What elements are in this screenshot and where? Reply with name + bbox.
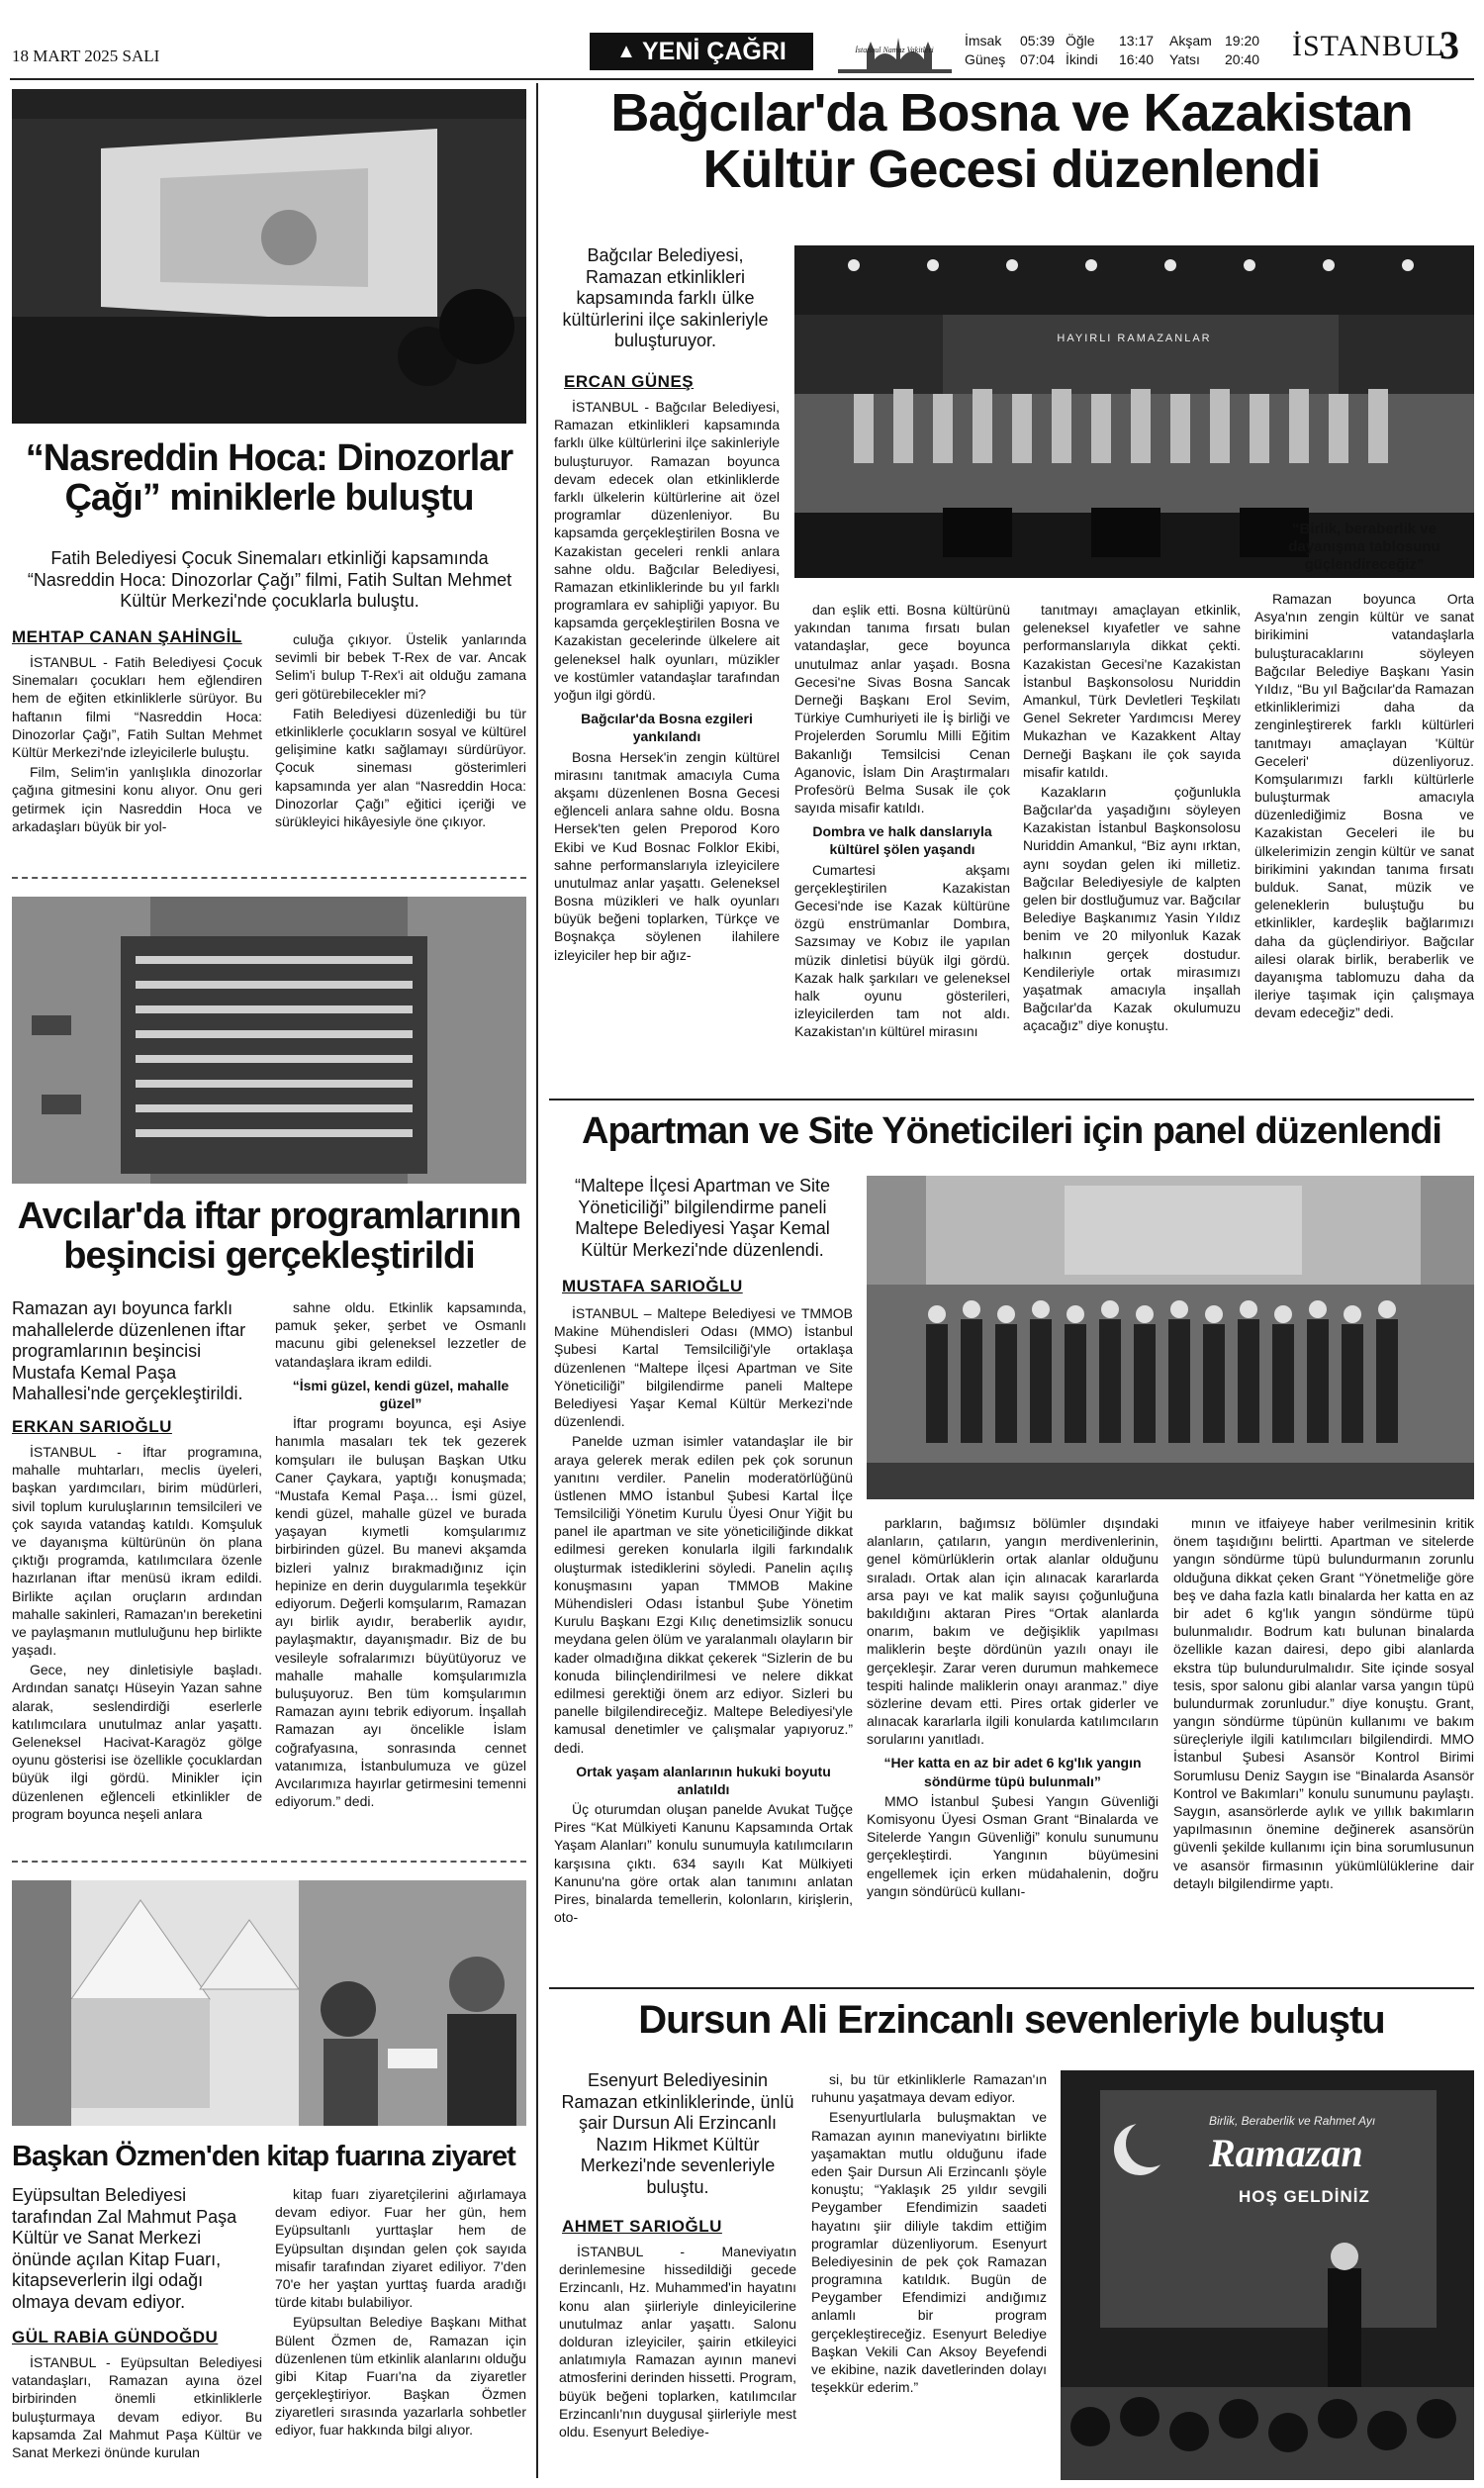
dursun-deck: Esenyurt Belediyesinin Ramazan etkinliklerinde, ünlü şair Dursun Ali Erzincanlı Nazım Hikmet Kültür Merkezi'nde sevenleriyle buluştu.	[561, 2070, 794, 2197]
section-divider	[12, 877, 526, 879]
dursun-col-1	[559, 2243, 796, 2480]
paragraph: Film, Selim'in yanlışlıkla dinozorlar çağına gitmesini konu alıyor. Onu geri getirmek için Nasreddin Hoca ve arkadaşları büyük bir yol-	[12, 764, 262, 834]
header-rule	[10, 78, 1474, 80]
paragraph: Fatih Belediyesi düzenlediği bu tür etkinliklerle çocukların sosyal ve kültürel gelişimine katkı sağlamayı sürdürüyor. Çocuk sineması gösterimleri kapsamında yer alan “Nasreddin Hoca: Dinozorlar Çağı” eğitici içeriği ve sürükleyici hikâyesiyle öne çıkıyor.	[275, 705, 526, 829]
ramadan-event-photo	[1061, 2070, 1474, 2480]
avcilar-deck: Ramazan ayı boyunca farklı mahallelerde düzenlenen iftar programlarının beşincisi Mustafa Kemal Paşa Mahallesi'nde gerçekleştirildi.	[12, 1298, 246, 1404]
paragraph: Gece, ney dinletisiyle başladı. Ardından sanatçı Hüseyin Yazan sahne alarak, seslendirdiği eserlerle katılımcılara unutulmaz anlar yaşattı. Geleneksel Hacivat-Karagöz gölge oyunu gösterisi ise özellikle çocuklardan büyük ilgi gördü. Minikler için düzenlenen eğlenceli etkinlikler de program boyunca neşeli anlara	[12, 1662, 262, 1822]
page-number: 3	[1439, 23, 1459, 67]
banner-subtitle: Birlik, Beraberlik ve Rahmet Ayı	[1209, 2114, 1376, 2128]
ozmen-title: Başkan Özmen'den kitap fuarına ziyaret	[12, 2141, 515, 2172]
avcilar-byline: ERKAN SARIOĞLU	[12, 1417, 172, 1436]
paragraph: mının ve itfaiyeye haber verilmesinin kritik önem taşıdığını belirtti. Apartman ve sitelerde yangın söndürme tüpü bulundurmanın zorunlu olduğuna dikkat çeken Grant “Yönetmeliğe göre beş ve daha fazla katlı binalarda her katta en az bir adet 6 kg'lık yangın söndürme tüpü bulunmalıdır. Bodrum katı bulunan binalarda özellikle kazan dairesi, depo gibi alanlarda ekstra tüp bulundurulmalıdır. Site içinde sosyal tesis, spor salonu gibi alanlar varsa yangın tüpü bulundurmak zorunludur.” diye konuştu. Grant, yangın söndürme tüpünün kullanımı ve bakım süreçleriyle ilgili katılımcıları bilgilendirdi. MMO İstanbul Şubesi Asansör Kontrol Birimi Sorumlusu Deniz Saygın ise “Binalarda Asansör Kontrol ve Bakımları” konulu sunumunu paylaştı. Saygın, asansörlerde aylık ve yıllık bakımların yapılmasının önemine değinerek asansörün güvenli şekilde kullanımı için bina sorumlusunun ve asansör firmasının yükümlülüklerine dair detaylı bilgilendirme yaptı.	[1173, 1515, 1474, 1891]
dursun-byline: AHMET SARIOĞLU	[562, 2217, 722, 2236]
prayer-time: 13:17	[1119, 33, 1155, 48]
bagcilar-deck: Bağcılar Belediyesi, Ramazan etkinlikleri kapsamında farklı ülke kültürlerini ilçe sakinleriyle buluşturuyor.	[562, 245, 769, 351]
masthead-date: 18 MART 2025 SALI	[12, 47, 160, 65]
logo-text: YENİ ÇAĞRI	[641, 37, 787, 65]
paragraph: MMO İstanbul Şubesi Yangın Güvenliği Komisyonu Üyesi Osman Grant “Binalarda ve Sitelerde Yangın Güvenliği” konulu sunumunu gerçekleştirdi. Yangının büyümesini engellemek için erken müdahalenin, doğru yangın söndürücü kullanı-	[867, 1792, 1159, 1899]
nasreddin-title: “Nasreddin Hoca: Dinozorlar Çağı” miniklerle buluştu	[25, 437, 513, 519]
bagcilar-subhead-1: Bağcılar'da Bosna ezgileri yankılandı	[581, 711, 753, 745]
nasreddin-deck: Fatih Belediyesi Çocuk Sinemaları etkinliği kapsamında “Nasreddin Hoca: Dinozorlar Çağı” filmi, Fatih Sultan Mehmet Kültür Merkezi'nde çocuklarla buluştu.	[27, 548, 512, 612]
prayer-name: İmsak	[965, 33, 1002, 48]
paragraph: tanıtmayı amaçlayan etkinlik, geleneksel kıyafetler ve sahne performanslarıyla dikkat çekti. Kazakistan Gecesi'ne Kazakistan İstanbul Başkonsolosu Nuriddin Amankul, Türk Devletleri Teşkilatı Genel Sekreter Yardımcısı Merey Mukazhan ve Kazakkent Altay Derneği Başkanı ile çok sayıda misafir katıldı.	[1023, 602, 1241, 780]
avcilar-col-2	[275, 1298, 526, 1848]
nasreddin-col-2	[275, 630, 526, 868]
mosque-skyline-icon	[833, 30, 957, 75]
prayer-name: Yatsı	[1169, 51, 1200, 67]
nasreddin-byline: MEHTAP CANAN ŞAHİNGİL	[12, 627, 242, 646]
bagcilar-title: Bağcılar'da Bosna ve Kazakistan Kültür Gecesi düzenlendi	[610, 83, 1413, 199]
iftar-aerial-photo	[12, 897, 526, 1184]
paragraph: Üç oturumdan oluşan panelde Avukat Tuğçe Pires “Kat Mülkiyeti Kanunu Kapsamında Ortak Yaşam Alanları” konulu sunumuyla katılımcıların karşısına çıktı. 634 sayılı Kat Mülkiyeti Kanunu'na göre ortak alan tanımını anlatan Pires, binalarda temellerin, kolonların, kirişlerin, oto-	[554, 1801, 853, 1926]
dursun-title: Dursun Ali Erzincanlı sevenleriyle buluştu	[638, 1998, 1385, 2042]
prayer-caption: İstanbul Namaz Vakitleri	[855, 46, 934, 54]
prayer-name: Güneş	[965, 51, 1006, 67]
apartman-subhead-1: Ortak yaşam alanlarının hukuki boyutu anlatıldı	[576, 1763, 831, 1797]
paragraph: Esenyurtlularla buluşmaktan ve Ramazan ayının maneviyatını birlikte yaşamaktan mutlu olduğunu ifade eden Şair Dursun Ali Erzincanlı şöyle konuştu; “Yaklaşık 25 yıldır sevgili Peygamber Efendimizin saadeti hayatını şiir diliyle takdim ettiğim programlar düzenliyorum. Esenyurt Belediyesinin de pek çok Ramazan programına katıldık. Bugün de Peygamber Efendimizi andığımız anlamlı bir program gerçekleştireceğiz. Esenyurt Belediye Başkan Vekili Can Aksoy Beyefendi ve ekibine, nazik davetlerinden dolayı teşekkür ederim.”	[811, 2109, 1047, 2396]
ozmen-col-1	[12, 2353, 262, 2482]
paragraph: İSTANBUL - İftar programına, mahalle muhtarları, meclis üyeleri, başkan yardımcıları, birim müdürleri, sivil toplum kuruluşlarının temsilcileri ve çok sayıda vatandaş katıldı. Komşuluk ve dayanışma kültürünün ön plana çıktığı programda, katılımcılara özenle hazırlanan iftar menüsü ikram edildi. Birlikte açılan oruçların ardından mahalle sakinleri, Ramazan'ın bereketini ve paylaşmanın mutluluğunu hep birlikte yaşadı.	[12, 1444, 262, 1659]
section-divider	[12, 1861, 526, 1863]
bagcilar-col-3	[1023, 601, 1241, 1081]
bagcilar-pull-quote: “Birlik, beraberlik ve dayanışma tablosunu güçlendireceğiz”	[1288, 521, 1440, 573]
prayer-time: 07:04	[1020, 51, 1056, 67]
stage-banner-text: HAYIRLI RAMAZANLAR	[1057, 333, 1212, 344]
paragraph: Eyüpsultan Belediye Başkanı Mithat Bülent Özmen de, Ramazan için düzenlenen tüm etkinlik alanlarını olduğu gibi Kitap Fuarı'na da ziyaretler gerçekleştiriyor. Başkan Özmen ziyaretleri sırasında yazarlarla sohbetler ediyor, fuar hakkında bilgi alıyor.	[275, 2314, 526, 2439]
paragraph: sahne oldu. Etkinlik kapsamında, pamuk şeker, şerbet ve Osmanlı macunu gibi geleneksel lezzetler de vatandaşlara ikram edildi.	[275, 1299, 526, 1370]
section-name: İSTANBUL	[1292, 30, 1444, 62]
apartman-title: Apartman ve Site Yöneticileri için panel düzenlendi	[582, 1110, 1441, 1152]
dursun-col-2	[811, 2070, 1047, 2480]
avcilar-subhead: “İsmi güzel, kendi güzel, mahalle güzel”	[292, 1377, 510, 1411]
paragraph: İSTANBUL – Maltepe Belediyesi ve TMMOB Makine Mühendisleri Odası (MMO) İstanbul Şubesi Kartal Temsilciliği'yle ortaklaşa düzenlenen “Maltepe İlçesi Apartman ve Site Yöneticiliği” bilgilendirme paneli Maltepe Belediyesi Yaşar Kemal Kültür Merkezi'nde düzenlendi.	[554, 1305, 853, 1430]
paragraph: culuğa çıkıyor. Üstelik yanlarında sevimli bir bebek T-Rex de var. Ancak Selim'i bulup T-Rex'i ait olduğu zamana geri götürebilecekler mi?	[275, 631, 526, 702]
apartman-col-3	[1173, 1514, 1474, 1977]
paragraph: İftar programı boyunca, eşi Asiye hanımla masaları tek tek gezerek komşuları ile buluşan Başkan Utku Caner Çaykara, yaptığı konuşmada; “Mustafa Kemal Paşa… İsmi güzel, kendi güzel, mahalle güzel ve burada yaşayan kıymetli komşularımız birbirinden güzel. Bu manevi akşamda bizleri yalnız bırakmadığınız için hepinize en derin duygularımla teşekkür ediyorum. Değerli komşularım, Ramazan ayı birlik ayıdır, beraberlik ayıdır, paylaşmaktır, dayanışmadır. Biz de bu vesileyle sofralarımızı büyütüyoruz ve mahalle mahalle komşularımızla buluşuyoruz. Ben tüm komşularımın Ramazan ayını tebrik ediyorum. İnşallah Ramazan ayı öncelikle İslam coğrafyasına, sonrasında cennet vatanımıza, İstanbulumuza ve güzel Avcılarımıza hayırlar getirmesini temenni ediyorum.” dedi.	[275, 1415, 526, 1810]
cinema-photo	[12, 89, 526, 424]
paragraph: kitap fuarı ziyaretçilerini ağırlamaya devam ediyor. Fuar her gün, hem Eyüpsultanlı yurttaşlar hem de Eyüpsultan dışından gelen çok sayıda misafir tarafından ziyaret ediliyor. 7'den 70'e her yaştan yurttaş fuarda aradığı türde kitabı bulabiliyor.	[275, 2186, 526, 2311]
column-divider	[536, 83, 538, 2478]
panel-group-photo	[867, 1176, 1474, 1499]
paragraph: Ramazan boyunca Orta Asya'nın zengin kültür ve sanat birikimini vatandaşlarla buluşturacaklarını söyleyen Bağcılar Belediye Başkanı Yasin Yıldız, “Bu yıl Bağcılar'da Ramazan etkinliklerimizi daha da zenginleştirerek farklı kültürleri tanıtmayı amaçlayan 'Kültür Geceleri' düzenliyoruz. Komşularımızı farklı kültürlerle buluşturmak amacıyla düzenlediğimiz Bosna ve Kazakistan Geceleri ile bu ülkelerimizin zengin kültür ve sanat birikimini yakından tanıma fırsatı bulduk. Sanat, müzik ve geleneklerin buluştuğu bu etkinlikler, kardeşlik bağlarımızı daha da güçlendiriyor. Bağcılar ailesi olarak birlik, beraberlik ve dayanışma tablomuzu daha da ileriye taşımak için çalışmaya devam edeceğiz” dedi.	[1254, 591, 1474, 1021]
prayer-name: Akşam	[1169, 33, 1212, 48]
flame-icon: ▲	[616, 40, 636, 62]
bagcilar-col-1	[554, 398, 780, 1081]
paragraph: Bosna Hersek'in zengin kültürel mirasını tanıtmak amacıyla Cuma akşamı düzenlenen Bosna Gecesi eğlenceli anlara sahne oldu. Bosna Hersek'ten gelen Preporod Koro Ekibi ve Kud Bosnac Folklor Ekibi, sahne performanslarıyla izleyicilere unutulmaz anlar yaşattı. Geleneksel Bosna müzikleri ve halk oyunları büyük beğeni toplarken, Türkçe ve Boşnakça söylenen ilahilere izleyiciler hep bir ağız-	[554, 748, 780, 963]
paragraph: İSTANBUL - Maneviyatın derinlemesine hissedildiği gecede Erzincanlı, Hz. Muhammed'in hayatını konu alan şiirleriyle dinleyicilerine unutulmaz anlar yaşattı. Salonu dolduran izleyiciler, şairin etkileyici anlatımıyla Ramazan ayının manevi atmosferini derinden hissetti. Program, büyük beğeni toplarken, katılımcılar Erzincanlı'nın duygusal şiirleriyle mest oldu. Esenyurt Belediye-	[559, 2244, 796, 2440]
bagcilar-col-2	[794, 601, 1010, 1081]
banner-ramazan: Ramazan	[1209, 2131, 1363, 2175]
paragraph: parkların, bağımsız bölümler dışındaki alanların, çatıların, yangın merdivenlerinin, genel kömürlüklerin ortak alanlar olduğunu sıraladı. Ortak alan için alınacak kararlarda arsa payı ve kat malik sayısı çoğunluğuna bakıldığını aktaran Pires “Ortak alanlarda onarım, bakım ve değişiklik yapılması maliklerin beşte dördünün yazılı onayı ile gerçekleşir. Zarar veren durumun mahkemece tespiti halinde maliklerin onayı aranmaz.” diye sözlerine devam etti. Pires ortak giderler ve alınacak kararlarla ilgili konularda katılımcıların sorularını yanıtladı.	[867, 1515, 1159, 1748]
paragraph: İSTANBUL - Fatih Belediyesi Çocuk Sinemaları çocukları hem eğlendiren hem de eğiten etkinliklerle sürüyor. Bu haftanın filmi “Nasreddin Hoca: Dinozorlar Çağı”, Fatih Sultan Mehmet Kültür Merkezi'nde izleyicilerle buluştu.	[12, 654, 262, 760]
prayer-time: 16:40	[1119, 51, 1155, 67]
bagcilar-subhead-2: Dombra ve halk danslarıyla kültürel şölen yaşandı	[812, 823, 992, 858]
apartman-deck: “Maltepe İlçesi Apartman ve Site Yöneticiliği” bilgilendirme paneli Maltepe Belediyesi Yaşar Kemal Kültür Merkezi'nde düzenlendi.	[574, 1176, 831, 1260]
paragraph: si, bu tür etkinliklerle Ramazan'ın ruhunu yaşatmaya devam ediyor.	[811, 2071, 1047, 2106]
bagcilar-col-4	[1254, 590, 1474, 1081]
paragraph: İSTANBUL - Eyüpsultan Belediyesi vatandaşları, Ramazan ayına özel birbirinden önemli etkinliklerle buluşturmaya devam ediyor. Bu kapsamda Zal Mahmut Paşa Kültür ve Sanat Merkezi önünde kurulan	[12, 2354, 262, 2460]
apartman-col-2	[867, 1514, 1159, 1977]
ozmen-byline: GÜL RABİA GÜNDOĞDU	[12, 2328, 219, 2346]
prayer-time: 20:40	[1225, 51, 1260, 67]
prayer-time: 19:20	[1225, 33, 1260, 48]
nasreddin-col-1	[12, 653, 262, 866]
apartman-byline: MUSTAFA SARIOĞLU	[562, 1277, 743, 1295]
prayer-times	[965, 32, 1281, 69]
newspaper-logo	[590, 33, 813, 70]
paragraph: İSTANBUL - Bağcılar Belediyesi, Ramazan etkinlikleri kapsamında farklı ülke kültürlerini ilçe sakinleriyle buluşturuyor. Ramazan boyunca devam edecek olan etkinliklerde farklı ülkelerin kültürlerine ait özel programlar düzenleniyor. Bu kapsamda gerçekleştirilen Bosna ve Kazakistan geceleri renkli anlara sahne oldu. Bağcılar Belediyesi, Ramazan etkinliklerinde bu yıl farklı programlara ev sahipliği yapıyor. Bu kapsamda gerçekleştirilen Bosna ve Kazakistan gecelerinde ülkelere ait geleneksel halk oyunları, müzikler ve kostümler vatandaşlar tarafından yoğun ilgi gördü.	[554, 399, 780, 703]
apartman-subhead-2: “Her katta en az bir adet 6 kg'lık yangın söndürme tüpü bulunmalı”	[883, 1755, 1142, 1789]
paragraph: Cumartesi akşamı gerçekleştirilen Kazakistan Gecesi'nde ise Kazak kültürüne özgü enstrümanlar Dombıra, Sazsımay ve Kobız ile yapılan müzik dinletisi büyük ilgi gördü. Kazak halk şarkıları ve geleneksel halk oyunu gösterileri, izleyicilerden tam not aldı. Kazakistan'ın kültürel mirasını	[794, 861, 1010, 1040]
prayer-name: İkindi	[1066, 51, 1098, 67]
book-fair-photo	[12, 1880, 526, 2126]
bagcilar-byline: ERCAN GÜNEŞ	[564, 372, 695, 391]
avcilar-col-1	[12, 1443, 262, 1847]
ozmen-col-2	[275, 2185, 526, 2482]
prayer-name: Öğle	[1066, 33, 1095, 48]
section-rule	[549, 1099, 1474, 1100]
ozmen-deck: Eyüpsultan Belediyesi tarafından Zal Mahmut Paşa Kültür ve Sanat Merkezi önünde açılan Kitap Fuarı, kitapseverlerin ilgi odağı olmaya devam ediyor.	[12, 2185, 237, 2312]
section-rule	[549, 1987, 1474, 1989]
paragraph: Panelde uzman isimler vatandaşlar ile bir araya gelerek merak edilen pek çok sorunun yanıtını verdiler. Panelin moderatörlüğünü üstlenen MMO İstanbul Şubesi Kartal İlçe Temsilciliği Yönetim Kurulu Üyesi Onur Yiğit bu panel ile apartman ve site yöneticiliğinde dikkat edilmesi gereken konularla ilgili farkındalık oluşturmak istediklerini söyledi. Panelin açılış konuşmasını yapan TMMOB Makine Mühendisleri Odası İstanbul Şube Yönetim Kurulu Başkanı Ezgi Kılıç denetimsizlik sonucu meydana gelen ölüm ve yaralanmalı olayların bir kader olmadığına dikkat çekerek “Sizlerin de bu konuda bilinçlendirilmesi ve nelere dikkat edilmesi gerektiği önem arz ediyor. Sizleri bu panelle bilgilendireceğiz. Maltepe Belediyesi'yle kamusal denetimler ve çalışmalar yapıyoruz.” dedi.	[554, 1433, 853, 1756]
paragraph: Kazakların çoğunlukla Bağcılar'da yaşadığını söyleyen Kazakistan İstanbul Başkonsolosu Nuriddin Amankul, “Biz aynı ırktan, aynı soydan gelen iki milletiz. Bağcılar Belediyesiyle de kalpten gelen bir dostluğumuz var. Bağcılar Belediye Başkanımız Yasin Yıldız benim ve 20 milyonluk Kazak halkının gerçek dostudur. Kendileriyle ortak mirasımızı yaşatmak amacıyla inşallah Bağcılar'da Kazak okulumuzu açacağız” diye konuştu.	[1023, 783, 1241, 1034]
paragraph: dan eşlik etti. Bosna kültürünü yakından tanıma fırsatı bulan vatandaşlar, gece boyunca unutulmaz anlar yaşadı. Bosna Gecesi'ne Sivas Bosna Sancak Derneği Başkanı Erol Sevim, Türkiye Cumhuriyeti ile İş birliği ve Projelerden Sorumlu Milli Eğitim Bakanlığı Temsilcisi Cenan Aganovic, İslam Din Araştırmaları Profesörü Belma Susak ile çok sayıda misafir katıldı.	[794, 602, 1010, 816]
avcilar-title: Avcılar'da iftar programlarının beşincisi gerçekleştirildi	[17, 1196, 521, 1277]
banner-welcome: HOŞ GELDİNİZ	[1239, 2187, 1370, 2206]
apartman-col-1	[554, 1304, 853, 1977]
prayer-time: 05:39	[1020, 33, 1056, 48]
